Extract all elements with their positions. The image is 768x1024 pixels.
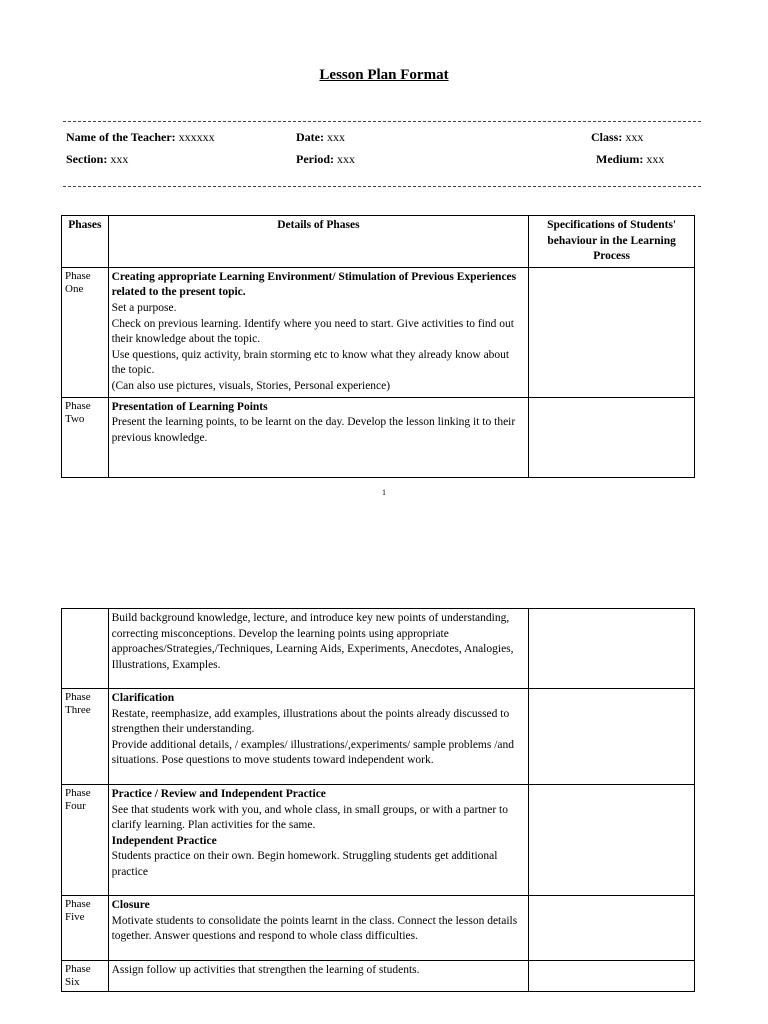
teacher-label: Name of the Teacher: [66,130,176,144]
class-value: xxx [625,130,644,144]
phase-label: Two [65,412,85,425]
detail-line: Motivate students to consolidate the points learnt in the class. Connect the lesson details together. Answer questions and respond to whole class difficulties. [111,914,518,943]
period-value: xxx [337,152,355,166]
detail-line: See that students work with you, and whole class, in small groups, or with a partner to clarify learning. Plan activities for the same. [111,803,508,832]
lesson-plan-table-page2 [61,608,695,992]
phase-heading: Presentation of Learning Points [111,400,268,413]
detail-line: Provide additional details, / examples/ illustrations/,experiments/ sample problems /and situations. Pose questions to move students toward independent work. [111,738,515,767]
period-label: Period: [296,152,334,166]
date-label: Date: [296,130,324,144]
class-label: Class: [591,130,623,144]
detail-line: Build background knowledge, lecture, and introduce key new points of understanding, correcting misconceptions. Develop the learning points using appropriate approaches/Strategies,/Techniques, Learning Aids, Experiments, Anecdotes, Analogies, Illustrations, Examples. [111,612,514,671]
specifications-cell [529,785,695,896]
medium-label: Medium: [596,152,644,166]
detail-line: Present the learning points, to be learnt on the day. Develop the lesson linking it to their previous knowledge. [111,416,516,444]
table-row [62,785,695,896]
header-specifications: Specifications of Students' behaviour in the Learning Process [529,216,695,268]
table-row [62,961,695,992]
details-cell [108,785,529,896]
phase-label: One [65,282,84,295]
phase-heading: Practice / Review and Independent Practice [111,788,326,800]
phase-cell [62,397,109,477]
phase-cell [62,689,109,785]
table-body-page2 [62,609,695,992]
phase-heading: Creating appropriate Learning Environment/ Stimulation of Previous Experiences related to the present topic. [111,270,517,299]
phase-label: Phase [65,399,91,412]
phase-label: Phase [65,269,91,282]
specifications-cell [529,609,695,689]
detail-line: Check on previous learning. Identify where you need to start. Give activities to find out their knowledge about the topic. [111,317,515,346]
table-body-page1 [62,267,695,477]
medium-field [596,152,664,167]
table-row [62,689,695,785]
table-header-row [62,216,695,268]
phase-cell [62,896,109,961]
detail-line: Assign follow up activities that strengthen the learning of students. [111,964,420,976]
phase-cell [62,785,109,896]
lesson-plan-table-page1 [61,215,695,478]
table-row [62,609,695,689]
class-field [591,130,643,145]
medium-value: xxx [646,152,665,166]
date-value: xxx [326,130,345,144]
phase-label: Four [65,800,86,812]
teacher-value: xxxxxx [178,130,215,144]
detail-line: Students practice on their own. Begin homework. Struggling students get additional practice [111,850,498,878]
dashed-divider-top [63,121,701,122]
details-cell [108,397,529,477]
phase-heading: Closure [111,899,150,911]
details-cell [108,961,529,992]
specifications-cell [529,397,695,477]
phase-label: Phase [65,898,91,910]
phase-label: Phase [65,691,91,703]
date-field [296,130,345,145]
phase-heading: Clarification [111,692,175,704]
table-row [62,896,695,961]
phase-label: Six [65,976,80,988]
period-field [296,152,355,167]
table-row [62,267,695,397]
specifications-cell [529,689,695,785]
phase-cell [62,609,109,689]
dashed-divider-bottom [63,186,701,187]
details-cell [108,267,529,397]
details-cell [108,689,529,785]
header-details: Details of Phases [108,216,529,268]
phase-label: Three [65,704,91,716]
section-field [66,152,128,167]
phase-label: Phase [65,787,91,799]
section-value: xxx [110,152,129,166]
phase-label: Five [65,911,85,923]
specifications-cell [529,267,695,397]
details-cell [108,896,529,961]
teacher-field [66,130,215,145]
section-label: Section: [66,152,108,166]
detail-line: (Can also use pictures, visuals, Stories, Personal experience) [111,379,391,392]
page-number: 1 [382,488,386,497]
phase-label: Phase [65,963,91,975]
phase-subheading: Independent Practice [111,834,217,847]
detail-line: Use questions, quiz activity, brain storming etc to know what they already know about the topic. [111,348,510,377]
phase-cell [62,267,109,397]
header-phases: Phases [62,216,109,268]
details-cell [108,609,529,689]
phase-cell [62,961,109,992]
detail-line: Restate, reemphasize, add examples, illustrations about the points already discussed to strengthen their understanding. [111,707,510,736]
detail-line: Set a purpose. [111,301,177,314]
specifications-cell [529,961,695,992]
page-title: Lesson Plan Format [319,67,449,83]
specifications-cell [529,896,695,961]
table-row [62,397,695,477]
